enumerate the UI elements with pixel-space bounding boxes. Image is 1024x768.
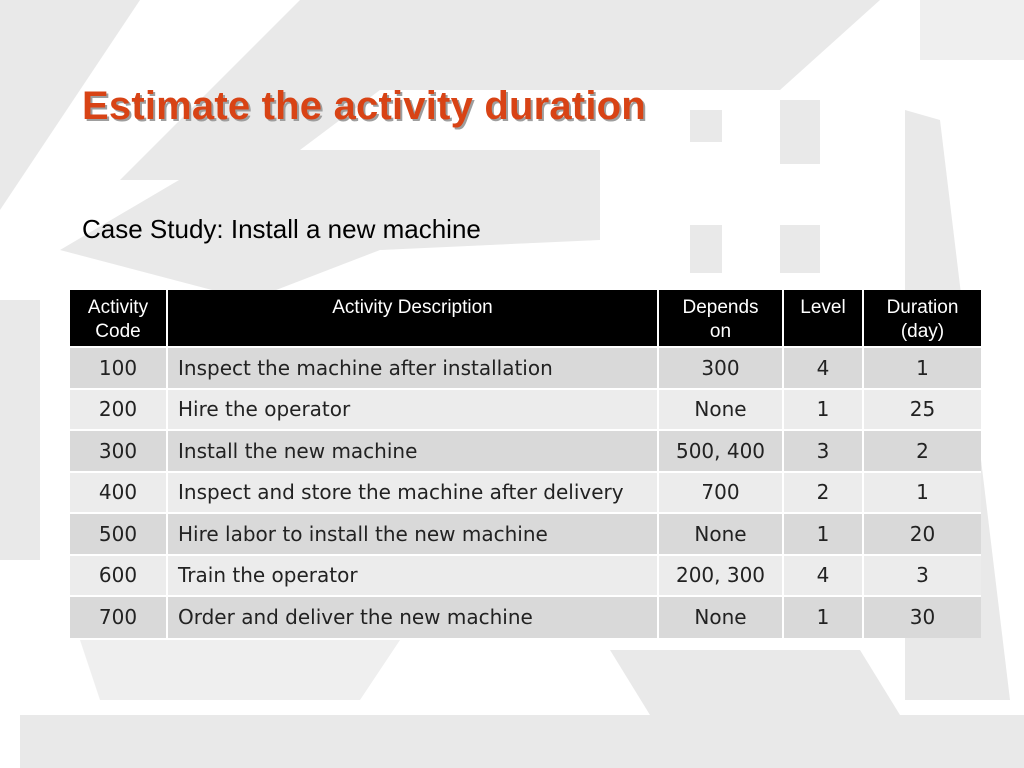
cell-code: 200 <box>70 389 167 431</box>
cell-duration: 20 <box>863 513 981 555</box>
cell-level: 3 <box>783 430 863 472</box>
header-depends-on-line1: Depends <box>682 297 759 318</box>
cell-description: Inspect the machine after installation <box>167 347 658 389</box>
cell-depends-on: 700 <box>658 472 783 514</box>
cell-duration: 30 <box>863 596 981 638</box>
header-level <box>783 290 863 347</box>
table-row <box>70 555 981 597</box>
cell-level: 4 <box>783 347 863 389</box>
cell-depends-on: None <box>658 389 783 431</box>
header-depends-on-line2: on <box>709 321 732 342</box>
cell-description: Train the operator <box>167 555 658 597</box>
cell-duration: 1 <box>863 347 981 389</box>
cell-description: Hire the operator <box>167 389 658 431</box>
cell-duration: 2 <box>863 430 981 472</box>
cell-duration: 3 <box>863 555 981 597</box>
header-activity-code <box>70 290 167 347</box>
header-depends-on <box>658 290 783 347</box>
cell-level: 1 <box>783 389 863 431</box>
cell-level: 4 <box>783 555 863 597</box>
cell-level: 1 <box>783 596 863 638</box>
header-activity-code-line1: Activity <box>87 297 149 318</box>
cell-code: 600 <box>70 555 167 597</box>
activity-table-container <box>70 290 981 638</box>
slide-title: Estimate the activity duration <box>82 84 646 128</box>
header-duration-line2: (day) <box>900 321 945 342</box>
header-level-line1: Level <box>800 297 846 318</box>
activity-table <box>70 290 981 638</box>
cell-description: Inspect and store the machine after delivery <box>167 472 658 514</box>
cell-description: Hire labor to install the new machine <box>167 513 658 555</box>
table-header-row <box>70 290 981 347</box>
cell-description: Order and deliver the new machine <box>167 596 658 638</box>
case-study-subtitle: Case Study: Install a new machine <box>82 214 481 244</box>
cell-description: Install the new machine <box>167 430 658 472</box>
cell-code: 700 <box>70 596 167 638</box>
header-activity-description <box>167 290 658 347</box>
cell-code: 300 <box>70 430 167 472</box>
cell-code: 100 <box>70 347 167 389</box>
header-activity-code-line2: Code <box>95 321 141 342</box>
header-duration-line1: Duration <box>886 297 959 318</box>
table-row <box>70 389 981 431</box>
table-row <box>70 513 981 555</box>
cell-depends-on: 200, 300 <box>658 555 783 597</box>
header-activity-description-line1: Activity Description <box>332 297 493 318</box>
cell-level: 1 <box>783 513 863 555</box>
cell-depends-on: None <box>658 513 783 555</box>
table-row <box>70 472 981 514</box>
table-row <box>70 596 981 638</box>
cell-code: 400 <box>70 472 167 514</box>
cell-duration: 25 <box>863 389 981 431</box>
cell-depends-on: 500, 400 <box>658 430 783 472</box>
cell-depends-on: 300 <box>658 347 783 389</box>
table-row <box>70 347 981 389</box>
cell-level: 2 <box>783 472 863 514</box>
cell-duration: 1 <box>863 472 981 514</box>
cell-code: 500 <box>70 513 167 555</box>
cell-depends-on: None <box>658 596 783 638</box>
header-duration <box>863 290 981 347</box>
table-row <box>70 430 981 472</box>
